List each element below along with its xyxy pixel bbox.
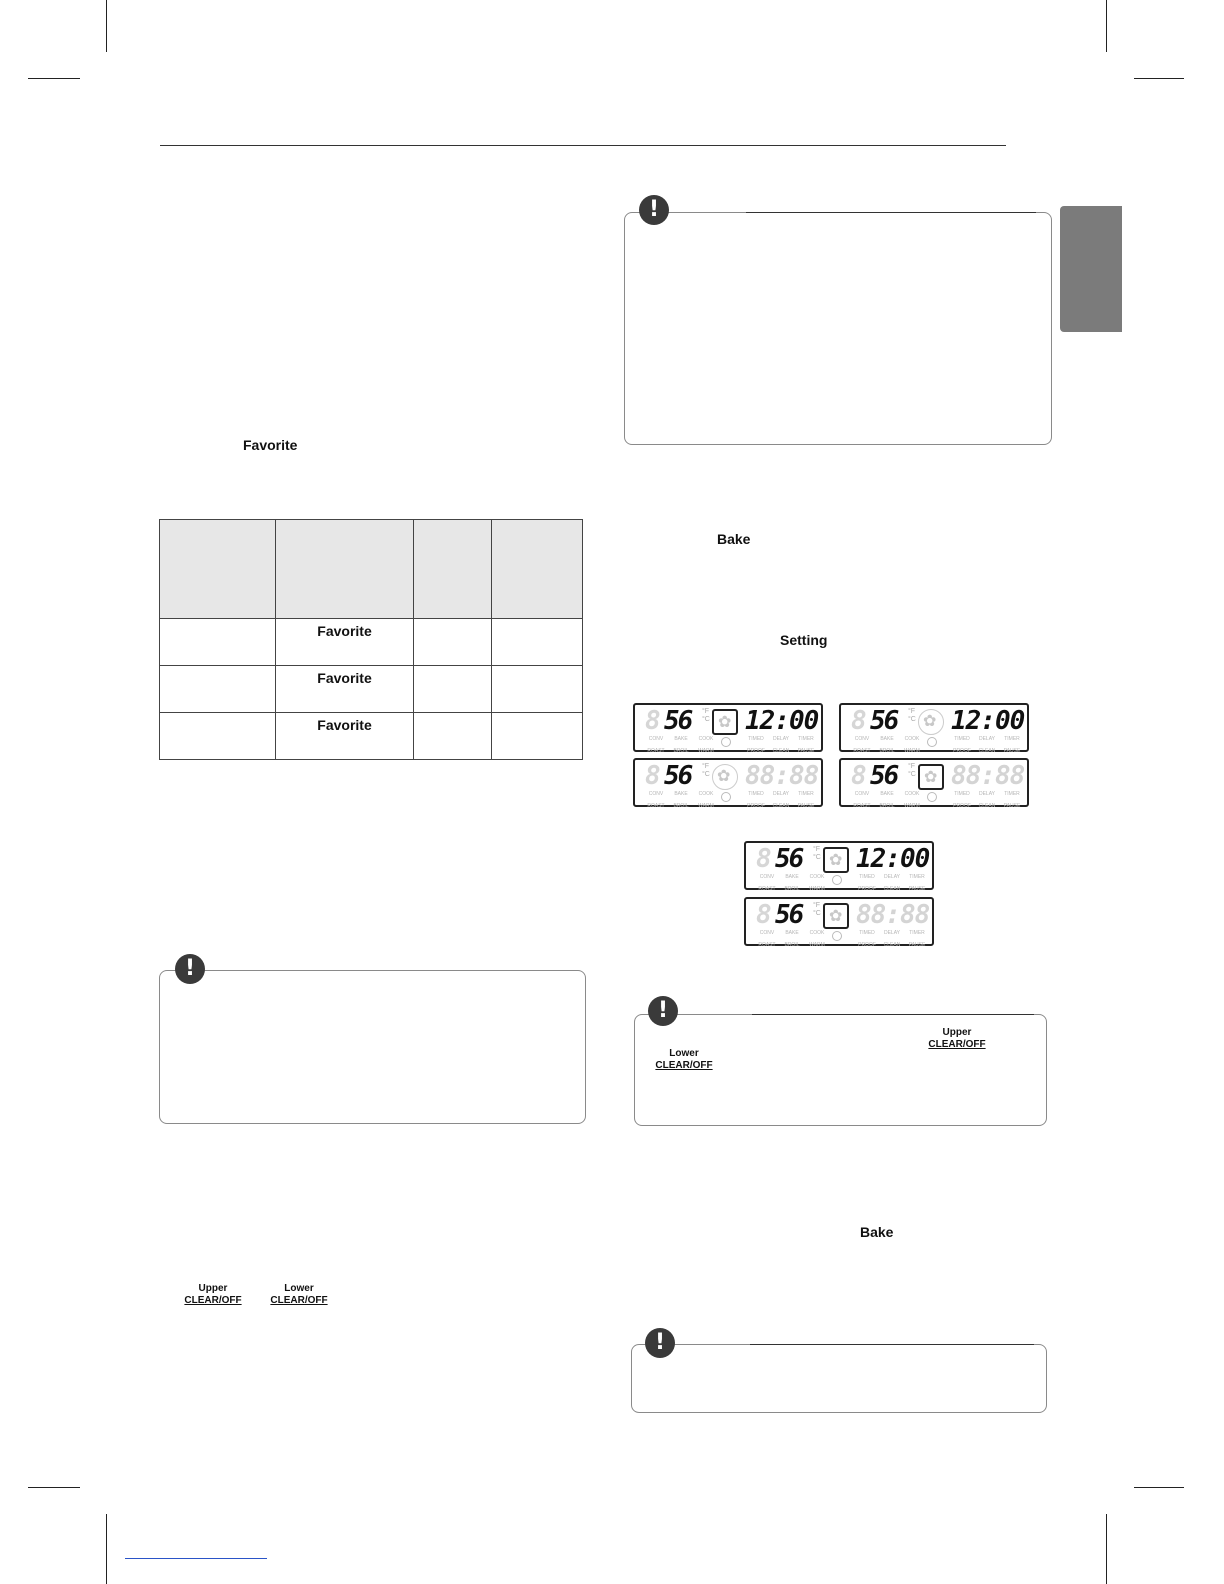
table-header-cell xyxy=(276,520,414,619)
favorite-button-label: Favorite xyxy=(276,619,414,666)
convection-fan-icon xyxy=(918,709,944,735)
crop-mark xyxy=(1134,78,1184,79)
convection-fan-icon xyxy=(712,764,738,790)
lower-clear-off-button xyxy=(270,1283,328,1307)
upper-label: Upper xyxy=(942,1027,972,1038)
temperature-readout: 56 xyxy=(870,761,898,791)
mode-labels: CONV ROAST BAKE BROIL COOK WARM TIMED PROOF DELAY CLEAN TIMER PAUSE xyxy=(647,736,815,754)
oven-display: 8 56 °F °C ✿ 12:00 CONV ROAST BAKE BROIL COOK WARM TIMED PROOF DELAY CLEAN TIMER PAUSE xyxy=(633,703,823,752)
crop-mark xyxy=(1106,1514,1107,1584)
setting-label: Setting xyxy=(780,632,828,648)
oven-display: 8 56 °F °C ✿ 12:00 CONV ROAST BAKE BROIL COOK WARM TIMED PROOF DELAY CLEAN TIMER PAUSE xyxy=(744,841,934,890)
table-row xyxy=(160,619,583,666)
clear-off-label: CLEAR/OFF xyxy=(184,1295,242,1306)
table-header-cell xyxy=(160,520,276,619)
mode-labels: CONV ROAST BAKE BROIL COOK WARM TIMED PROOF DELAY CLEAN TIMER PAUSE xyxy=(758,930,926,948)
mode-labels: CONV ROAST BAKE BROIL COOK WARM TIMED PROOF DELAY CLEAN TIMER PAUSE xyxy=(853,736,1021,754)
favorite-button-label: Favorite xyxy=(276,713,414,760)
clear-off-label: CLEAR/OFF xyxy=(655,1060,713,1071)
convection-fan-icon xyxy=(712,709,738,735)
header-rule xyxy=(160,145,1006,146)
oven-display: 8 56 °F °C ✿ 12:00 CONV ROAST BAKE BROIL COOK WARM TIMED PROOF DELAY CLEAN TIMER PAUSE xyxy=(839,703,1029,752)
warning-icon: ! xyxy=(639,195,669,225)
convection-fan-icon xyxy=(918,764,944,790)
table-header-cell xyxy=(414,520,492,619)
lower-clear-off-button xyxy=(654,1048,714,1072)
lower-label: Lower xyxy=(669,1048,699,1059)
note-box xyxy=(624,212,1052,445)
temperature-readout: 56 xyxy=(664,761,692,791)
warning-icon: ! xyxy=(648,996,678,1026)
clock-readout: 12:00 xyxy=(951,706,1025,736)
upper-clear-off-button xyxy=(927,1027,987,1051)
crop-mark xyxy=(1134,1487,1184,1488)
mode-labels: CONV ROAST BAKE BROIL COOK WARM TIMED PROOF DELAY CLEAN TIMER PAUSE xyxy=(853,791,1021,809)
footer-link-line xyxy=(125,1558,267,1559)
table-header-cell xyxy=(492,520,583,619)
upper-label: Upper xyxy=(198,1283,228,1294)
favorite-label: Favorite xyxy=(243,437,298,453)
warning-icon: ! xyxy=(645,1328,675,1358)
convection-fan-icon xyxy=(823,847,849,873)
oven-display: 8 56 °F °C ✿ 88:88 CONV ROAST BAKE BROIL COOK WARM TIMED PROOF DELAY CLEAN TIMER PAUSE xyxy=(744,897,934,946)
temperature-readout: 56 xyxy=(775,844,803,874)
lower-label: Lower xyxy=(284,1283,314,1294)
table-row xyxy=(160,713,583,760)
table-row xyxy=(160,666,583,713)
clear-off-label: CLEAR/OFF xyxy=(928,1039,986,1050)
temperature-readout: 56 xyxy=(664,706,692,736)
crop-mark xyxy=(1106,0,1107,52)
note-box xyxy=(631,1344,1047,1413)
crop-mark xyxy=(28,1487,80,1488)
warning-icon: ! xyxy=(175,954,205,984)
section-tab xyxy=(1060,206,1122,332)
mode-labels: CONV ROAST BAKE BROIL COOK WARM TIMED PROOF DELAY CLEAN TIMER PAUSE xyxy=(758,874,926,892)
crop-mark xyxy=(106,1514,107,1584)
favorite-table xyxy=(159,519,583,760)
temperature-readout: 56 xyxy=(870,706,898,736)
bake-label: Bake xyxy=(860,1224,894,1240)
oven-display: 8 56 °F °C ✿ 88:88 CONV ROAST BAKE BROIL COOK WARM TIMED PROOF DELAY CLEAN TIMER PAUSE xyxy=(839,758,1029,807)
clock-readout: 88:88 xyxy=(856,900,930,930)
crop-mark xyxy=(28,78,80,79)
clock-readout: 88:88 xyxy=(745,761,819,791)
mode-labels: CONV ROAST BAKE BROIL COOK WARM TIMED PROOF DELAY CLEAN TIMER PAUSE xyxy=(647,791,815,809)
oven-display: 8 56 °F °C ✿ 88:88 CONV ROAST BAKE BROIL COOK WARM TIMED PROOF DELAY CLEAN TIMER PAUSE xyxy=(633,758,823,807)
upper-clear-off-button xyxy=(184,1283,242,1307)
note-box xyxy=(159,970,586,1124)
temperature-readout: 56 xyxy=(775,900,803,930)
bake-label: Bake xyxy=(717,531,751,547)
clock-readout: 88:88 xyxy=(951,761,1025,791)
crop-mark xyxy=(106,0,107,52)
clock-readout: 12:00 xyxy=(856,844,930,874)
clear-off-label: CLEAR/OFF xyxy=(270,1295,328,1306)
convection-fan-icon xyxy=(823,903,849,929)
clock-readout: 12:00 xyxy=(745,706,819,736)
favorite-button-label: Favorite xyxy=(276,666,414,713)
